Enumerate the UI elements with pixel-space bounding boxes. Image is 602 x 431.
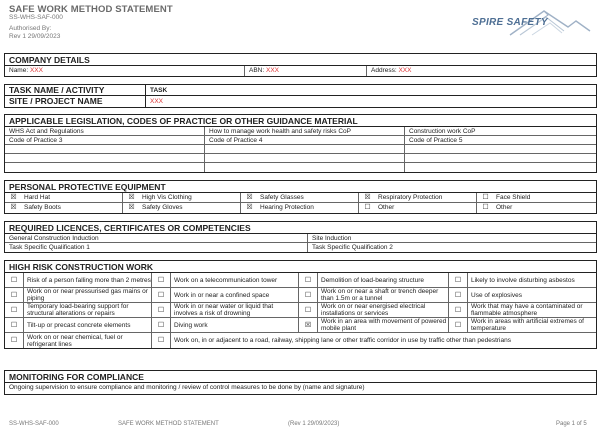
- risk-checkbox[interactable]: ☐: [152, 288, 171, 302]
- ppe-label: Hearing Protection: [260, 204, 314, 211]
- table-row: [5, 136, 596, 145]
- risk-checkbox[interactable]: ☐: [449, 318, 468, 332]
- ppe-row: [5, 203, 596, 213]
- table-row: [5, 163, 596, 172]
- ppe-checkbox[interactable]: ☒: [10, 194, 17, 201]
- field-value: XXX: [265, 67, 279, 74]
- ppe-item: [477, 193, 596, 202]
- table-cell: [205, 154, 405, 162]
- risk-checkbox[interactable]: ☐: [299, 303, 318, 317]
- table-row: [5, 154, 596, 163]
- risk-label: Likely to involve disturbing asbestos: [471, 276, 575, 284]
- field-label: Address:: [371, 67, 397, 74]
- risk-checkbox[interactable]: ☐: [5, 303, 24, 317]
- risk-label: Work on, in or adjacent to a road, railway, shipping lane or other traffic corridor in use by traffic other than pedestrians: [174, 337, 511, 344]
- risk-checkbox[interactable]: ☐: [5, 288, 24, 302]
- ppe-item: [5, 203, 123, 213]
- risk-checkbox[interactable]: ☐: [299, 288, 318, 302]
- task-section: [4, 84, 597, 108]
- footer-revision: (Rev 1 29/09/2023): [288, 421, 340, 427]
- section-title: APPLICABLE LEGISLATION, CODES OF PRACTICE OR OTHER GUIDANCE MATERIAL: [5, 115, 596, 127]
- table-cell: Task Specific Qualification 1: [5, 243, 308, 252]
- risk-checkbox[interactable]: ☐: [449, 303, 468, 317]
- legislation-section: [4, 114, 597, 173]
- authorised-by: Authorised By:: [9, 25, 52, 32]
- table-row: [5, 333, 596, 348]
- company-name-field: [5, 66, 245, 76]
- risk-label: Work in or near water or liquid that involves a risk of drowning: [171, 303, 299, 317]
- section-title: MONITORING FOR COMPLIANCE: [5, 371, 596, 383]
- risk-label: Work on or near a shaft or trench deeper than 1.5m or a tunnel: [318, 288, 449, 302]
- ppe-checkbox[interactable]: ☒: [246, 204, 253, 211]
- ppe-item: [477, 203, 596, 213]
- table-cell: WHS Act and Regulations: [5, 127, 205, 135]
- table-cell: Code of Practice 5: [409, 137, 463, 144]
- risk-checkbox[interactable]: ☐: [299, 273, 318, 287]
- ppe-label: Face Shield: [496, 194, 531, 201]
- section-title: HIGH RISK CONSTRUCTION WORK: [5, 261, 596, 273]
- site-name-label: SITE / PROJECT NAME: [5, 96, 146, 107]
- high-risk-section: [4, 260, 597, 349]
- table-cell: [205, 145, 405, 153]
- ppe-checkbox[interactable]: ☐: [482, 194, 489, 201]
- monitoring-text: Ongoing supervision to ensure compliance and monitoring / review of control measures to be done by (name and signature): [9, 384, 365, 391]
- ppe-label: Hard Hat: [24, 194, 51, 201]
- risk-label: Diving work: [171, 318, 299, 332]
- risk-checkbox[interactable]: ☐: [449, 288, 468, 302]
- field-value: XXX: [398, 67, 412, 74]
- site-name-value: XXX: [150, 98, 164, 105]
- table-cell: [405, 154, 596, 162]
- document-code: SS-WHS-SAF-000: [9, 14, 63, 21]
- risk-label: Work on or near energised electrical installations or services: [318, 303, 449, 317]
- table-cell: Code of Practice 3: [5, 136, 205, 144]
- table-row: [5, 288, 596, 303]
- risk-label: Demolition of load-bearing structure: [318, 273, 449, 287]
- ppe-label: Other: [496, 204, 513, 211]
- ppe-item: [359, 203, 477, 213]
- risk-label: Tilt-up or precast concrete elements: [24, 318, 152, 332]
- risk-checkbox[interactable]: ☐: [152, 318, 171, 332]
- company-logo-text: SPIRE SAFETY: [472, 17, 548, 28]
- risk-label: Work in or near a confined space: [171, 288, 299, 302]
- footer-page-number: Page 1 of 5: [556, 421, 587, 427]
- ppe-row: [5, 193, 596, 203]
- section-title: COMPANY DETAILS: [5, 54, 596, 66]
- risk-label: Work on or near chemical, fuel or refrigerant lines: [24, 333, 152, 348]
- footer-title: SAFE WORK METHOD STATEMENT: [118, 421, 219, 427]
- licences-section: [4, 221, 597, 253]
- table-cell: [5, 163, 205, 172]
- ppe-label: Respiratory Protection: [378, 194, 443, 201]
- ppe-checkbox[interactable]: ☒: [128, 194, 135, 201]
- ppe-checkbox[interactable]: ☒: [246, 194, 253, 201]
- ppe-item: [241, 203, 359, 213]
- ppe-checkbox[interactable]: ☒: [10, 204, 17, 211]
- section-title: PERSONAL PROTECTIVE EQUIPMENT: [5, 181, 596, 193]
- ppe-label: High Vis Clothing: [142, 194, 192, 201]
- table-row: [5, 234, 596, 243]
- section-title: REQUIRED LICENCES, CERTIFICATES OR COMPETENCIES: [5, 222, 596, 234]
- table-row: [5, 145, 596, 154]
- ppe-item: [5, 193, 123, 202]
- risk-label: Risk of a person falling more than 2 metres: [24, 273, 152, 287]
- table-row: [5, 243, 596, 252]
- table-cell: Site Induction: [312, 235, 352, 242]
- table-cell: [405, 145, 596, 153]
- table-cell: Code of Practice 4: [205, 136, 405, 144]
- risk-label: Work that may have a contaminated or flammable atmosphere: [471, 303, 583, 317]
- risk-label: Work on or near pressurised gas mains or piping: [24, 288, 152, 302]
- risk-checkbox[interactable]: ☐: [152, 303, 171, 317]
- risk-checkbox[interactable]: ☐: [5, 318, 24, 332]
- ppe-checkbox[interactable]: ☒: [128, 204, 135, 211]
- table-cell: [5, 145, 205, 153]
- risk-label: Use of explosives: [471, 291, 522, 299]
- monitoring-section: [4, 370, 597, 395]
- document-title: SAFE WORK METHOD STATEMENT: [9, 4, 173, 15]
- table-row: [5, 273, 596, 288]
- risk-label: Work on a telecommunication tower: [171, 273, 299, 287]
- table-cell: General Construction Induction: [5, 234, 308, 242]
- risk-checkbox[interactable]: ☒: [299, 318, 318, 332]
- company-details-section: [4, 53, 597, 77]
- risk-label: Work in areas with artificial extremes of temperature: [471, 318, 584, 332]
- ppe-label: Safety Boots: [24, 204, 61, 211]
- ppe-section: [4, 180, 597, 214]
- risk-checkbox[interactable]: ☐: [5, 333, 24, 348]
- table-cell: Task Specific Qualification 2: [312, 244, 393, 251]
- table-cell: How to manage work health and safety risks CoP: [205, 127, 405, 135]
- risk-label: Work in an area with movement of powered mobile plant: [318, 318, 449, 332]
- risk-label: Temporary load-bearing support for structural alterations or repairs: [24, 303, 152, 317]
- field-label: ABN:: [249, 67, 265, 74]
- table-cell: Construction work CoP: [409, 128, 476, 135]
- task-name-label: TASK NAME / ACTIVITY: [5, 85, 146, 95]
- document-revision: Rev 1 29/09/2023: [9, 33, 61, 40]
- ppe-label: Safety Gloves: [142, 204, 183, 211]
- task-name-value: TASK: [150, 87, 168, 94]
- risk-checkbox[interactable]: ☐: [449, 273, 468, 287]
- ppe-item: [241, 193, 359, 202]
- risk-checkbox[interactable]: ☐: [152, 273, 171, 287]
- risk-checkbox[interactable]: ☐: [5, 273, 24, 287]
- ppe-item: [123, 203, 241, 213]
- ppe-label: Other: [378, 204, 395, 211]
- table-row: [5, 127, 596, 136]
- ppe-checkbox[interactable]: ☐: [482, 204, 489, 211]
- table-row: [5, 318, 596, 333]
- footer-code: SS-WHS-SAF-000: [9, 421, 59, 427]
- ppe-item: [359, 193, 477, 202]
- ppe-item: [123, 193, 241, 202]
- field-label: Name:: [9, 67, 29, 74]
- ppe-label: Safety Glasses: [260, 194, 304, 201]
- table-cell: [5, 154, 205, 162]
- company-abn-field: [245, 66, 367, 76]
- ppe-checkbox[interactable]: ☐: [364, 204, 371, 211]
- company-address-field: [367, 66, 596, 76]
- table-cell: [205, 163, 405, 172]
- field-value: XXX: [29, 67, 43, 74]
- risk-checkbox[interactable]: ☐: [152, 333, 171, 348]
- table-cell: [405, 163, 596, 172]
- ppe-checkbox[interactable]: ☒: [364, 194, 371, 201]
- table-row: [5, 303, 596, 318]
